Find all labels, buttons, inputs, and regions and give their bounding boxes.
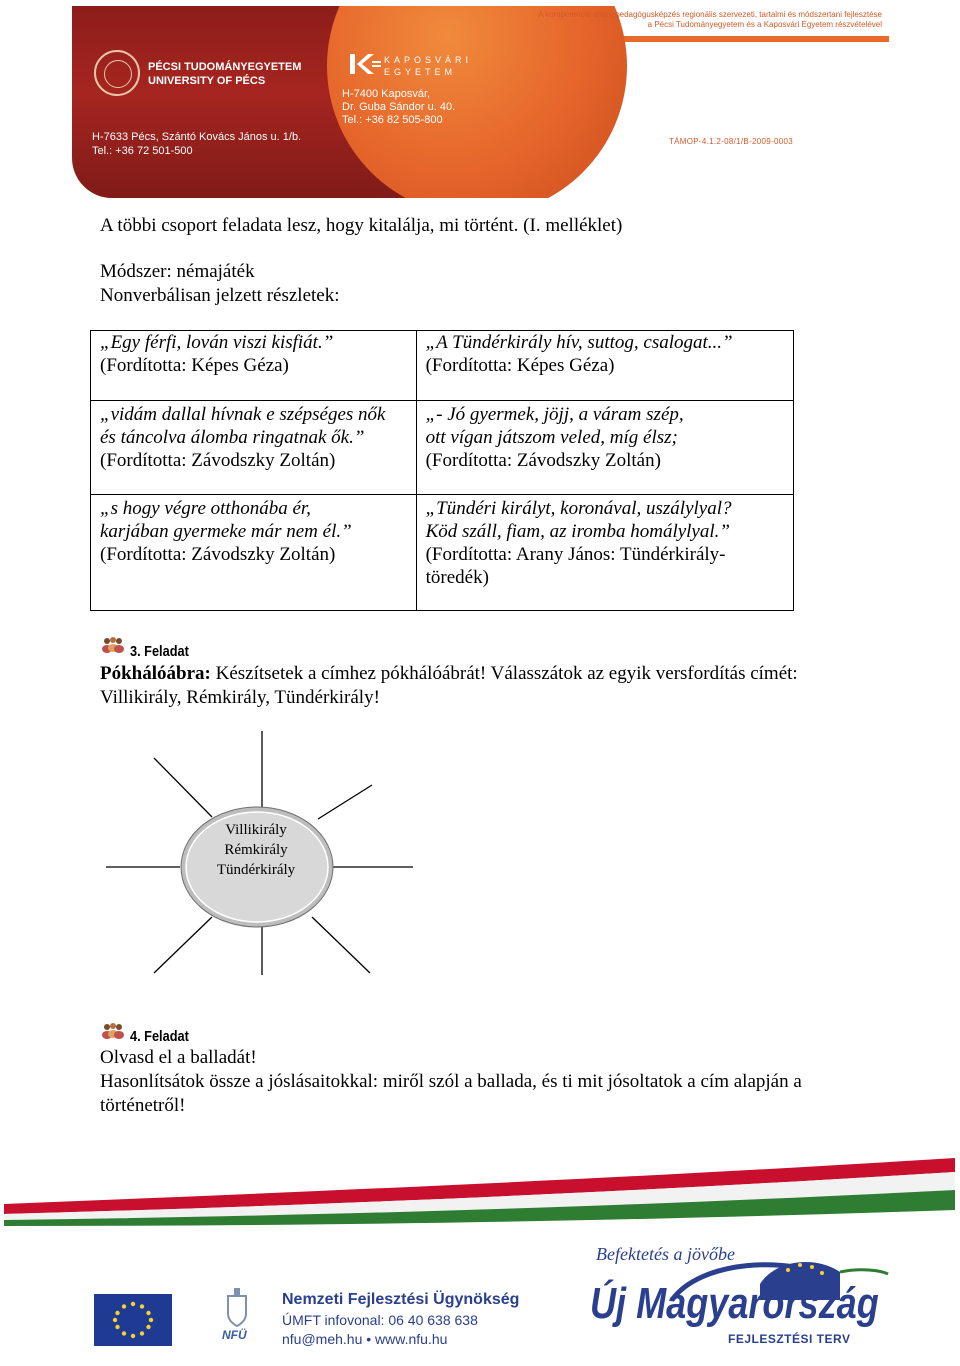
quotes-table xyxy=(90,330,794,611)
quote-line: „Tündéri királyt, koronával, uszálylyal? xyxy=(425,498,732,519)
spider-label: Rémkirály xyxy=(224,842,288,858)
task3-text: Készítsetek a címhez pókhálóábrát! Válasszátok az egyik versfordítás címét: xyxy=(210,663,798,684)
quote-line: és táncolva álomba ringatnak ők.” xyxy=(100,427,365,448)
quote-line: Köd száll, fiam, az iromba homálylyal.” xyxy=(425,521,730,542)
pte-name xyxy=(148,60,301,88)
quote-line: „- Jó gyermek, jöjj, a váram szép, xyxy=(425,404,684,425)
translator-credit: töredék) xyxy=(425,567,489,588)
task4-title: 4. Feladat xyxy=(130,1028,189,1045)
task3-bold-label: Pókhálóábra: xyxy=(100,663,211,684)
umt-slogan: Befektetés a jövőbe xyxy=(596,1244,735,1264)
table-cell-right xyxy=(416,401,793,495)
table-row xyxy=(91,495,794,611)
umt-name: Új Magyarország xyxy=(590,1279,879,1328)
pte-address xyxy=(92,130,301,158)
pte-name-line: PÉCSI TUDOMÁNYEGYETEM xyxy=(148,61,302,73)
quotes-table-body xyxy=(91,331,794,611)
tamop-code: TÁMOP-4.1.2-08/1/B-2009-0003 xyxy=(668,137,793,146)
tagline-line: A kompetencia-alapú pedagógusképzés regionális szervezeti, tartalmi és módszertani fejlesztése xyxy=(538,10,882,19)
header-tagline xyxy=(462,10,882,30)
task3-instruction xyxy=(100,662,798,686)
ke-name-line: EGYETEM xyxy=(384,67,457,77)
table-row xyxy=(91,331,794,401)
nonverbal-line: Nonverbálisan jelzett részletek: xyxy=(100,285,340,306)
method-line: Módszer: némajáték xyxy=(100,261,255,282)
task3-title: 3. Feladat xyxy=(130,643,189,660)
table-cell-left xyxy=(91,401,417,495)
pte-name-line: UNIVERSITY OF PÉCS xyxy=(148,75,266,87)
table-cell-left xyxy=(91,331,417,401)
table-cell-left xyxy=(91,495,417,611)
header-banner xyxy=(72,6,889,198)
quote-line: „s hogy végre otthonába ér, xyxy=(100,498,311,519)
spider-label: Villikirály xyxy=(225,822,287,838)
ke-logo-icon xyxy=(348,52,382,76)
spider-leg xyxy=(312,917,370,973)
group-people-icon xyxy=(101,636,125,654)
quote-line: „Egy férfi, lován viszi kisfiát.” xyxy=(100,332,334,353)
translator-credit: (Fordította: Závodszky Zoltán) xyxy=(100,450,336,471)
spider-leg xyxy=(154,758,212,817)
task3-options: Villikirály, Rémkirály, Tündérkirály! xyxy=(100,687,380,708)
ke-address-line: Dr. Guba Sándor u. 40. xyxy=(342,101,456,113)
quote-line: ott vígan játszom veled, míg élsz; xyxy=(425,427,678,448)
translator-credit: (Fordította: Képes Géza) xyxy=(100,355,289,376)
table-cell-right xyxy=(416,495,793,611)
nfu-crest-icon xyxy=(228,1288,246,1326)
ke-address xyxy=(342,88,455,127)
ke-name xyxy=(384,54,472,78)
nfu-infoline: ÚMFT infovonal: 06 40 638 638 xyxy=(282,1312,478,1328)
task4-line3: történetről! xyxy=(100,1095,186,1116)
table-cell-right xyxy=(416,331,793,401)
table-row xyxy=(91,401,794,495)
tagline-line: a Pécsi Tudományegyetem és a Kaposvári Egyetem részvételével xyxy=(647,20,882,29)
pte-address-line: Tel.: +36 72 501-500 xyxy=(92,145,193,157)
spider-label: Tündérkirály xyxy=(216,862,296,878)
pte-seal-icon xyxy=(94,50,140,96)
nfu-mark: NFÜ xyxy=(222,1328,247,1342)
quote-line: „A Tündérkirály hív, suttog, csalogat...” xyxy=(425,332,733,353)
umt-subtitle: FEJLESZTÉSI TERV xyxy=(728,1332,851,1346)
spider-labels xyxy=(180,820,332,880)
quote-line: karjában gyermeke már nem él.” xyxy=(100,521,352,542)
ke-name-line: KAPOSVÁRI xyxy=(384,55,473,65)
group-people-icon xyxy=(101,1022,125,1040)
nfu-title: Nemzeti Fejlesztési Ügynökség xyxy=(282,1291,520,1308)
nfu-contact: nfu@meh.hu • www.nfu.hu xyxy=(282,1331,448,1347)
quote-line: „vidám dallal hívnak e szépséges nők xyxy=(100,404,386,425)
spider-leg xyxy=(318,785,372,819)
task4-line1: Olvasd el a balladát! xyxy=(100,1047,257,1068)
translator-credit: (Fordította: Závodszky Zoltán) xyxy=(425,450,661,471)
intro-paragraph: A többi csoport feladata lesz, hogy kitalálja, mi történt. (I. melléklet) xyxy=(100,215,623,236)
task4-line2: Hasonlítsátok össze a jóslásaitokkal: miről szól a ballada, és ti mit jósoltatok a cím alapján a xyxy=(100,1071,802,1092)
spider-leg xyxy=(154,917,212,973)
translator-credit: (Fordította: Arany János: Tündérkirály- xyxy=(425,544,726,565)
translator-credit: (Fordította: Závodszky Zoltán) xyxy=(100,544,336,565)
translator-credit: (Fordította: Képes Géza) xyxy=(425,355,615,376)
ke-address-line: Tel.: +36 82 505-800 xyxy=(342,114,443,126)
pte-address-line: H-7633 Pécs, Szántó Kovács János u. 1/b. xyxy=(92,131,302,143)
ke-address-line: H-7400 Kaposvár, xyxy=(342,88,431,100)
